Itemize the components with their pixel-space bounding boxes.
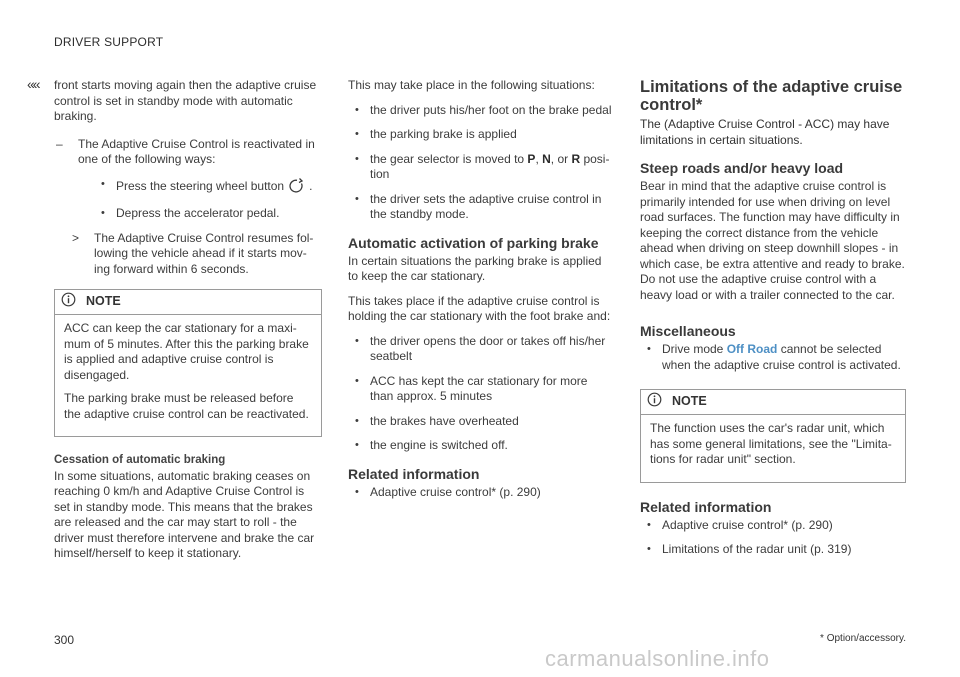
related-heading: Related information bbox=[640, 498, 772, 515]
situation-text: posi-tion bbox=[370, 151, 610, 181]
steep-heading: Steep roads and/or heavy load bbox=[640, 160, 844, 176]
related-link-text[interactable]: Limitations of the radar unit (p. 319) bbox=[662, 542, 852, 556]
related-link[interactable] bbox=[348, 485, 614, 501]
parking-item-text: the brakes have overheated bbox=[370, 413, 519, 428]
related-link[interactable] bbox=[640, 518, 906, 534]
bullet: • bbox=[101, 177, 105, 190]
situation-text: the driver sets the adaptive cruise control in the standby mode. bbox=[370, 191, 602, 221]
note-header bbox=[55, 290, 321, 315]
continued-marker: «« bbox=[27, 76, 39, 92]
bullet: • bbox=[101, 207, 105, 219]
info-circle-icon bbox=[647, 392, 662, 412]
list-item bbox=[348, 192, 614, 223]
situations-intro: This may take place in the following situations: bbox=[348, 78, 595, 92]
note-header bbox=[641, 390, 905, 415]
list-item bbox=[94, 206, 322, 222]
note-body bbox=[55, 315, 321, 436]
list-item bbox=[348, 152, 614, 183]
section-title: DRIVER SUPPORT bbox=[54, 35, 164, 49]
reactivation-ways bbox=[54, 177, 322, 222]
intro-paragraph: front starts moving again then the adaptive cruise control is set in standby mode with automatic braking. bbox=[54, 78, 317, 123]
list-item bbox=[348, 374, 614, 405]
parking-item-text: ACC has kept the car stationary for more than approx. 5 minutes bbox=[370, 373, 588, 403]
bullet: • bbox=[355, 103, 359, 116]
bullet: • bbox=[355, 414, 359, 427]
list-item bbox=[640, 342, 906, 373]
way-1-pre: Press the steering wheel button bbox=[116, 178, 285, 193]
dash-item-reactivated bbox=[54, 137, 322, 168]
bullet: • bbox=[647, 518, 651, 531]
related-link-text[interactable]: Adaptive cruise control* (p. 290) bbox=[370, 484, 541, 499]
bullet: • bbox=[355, 439, 359, 451]
situation-text: the parking brake is applied bbox=[370, 127, 517, 141]
list-item bbox=[348, 414, 614, 430]
parking-brake-heading: Automatic activation of parking brake bbox=[348, 234, 599, 251]
page-title: Limitations of the adaptive cruise control* bbox=[640, 78, 903, 114]
misc-text: Drive mode bbox=[662, 342, 727, 356]
page-number: 300 bbox=[54, 633, 75, 647]
drive-mode-name: Off Road bbox=[726, 342, 778, 356]
steering-wheel-resume-icon bbox=[287, 177, 305, 198]
separator: , bbox=[535, 151, 543, 166]
parking-item-text: the driver opens the door or takes off his/her seatbelt bbox=[370, 333, 606, 363]
column-2 bbox=[348, 78, 614, 509]
situation-text: the driver puts his/her foot on the brake pedal bbox=[370, 102, 612, 117]
bullet: • bbox=[647, 543, 651, 555]
gear-n: N bbox=[542, 151, 551, 166]
note-text: The parking brake must be released before the adaptive cruise control can be reactivated. bbox=[64, 391, 309, 421]
steep-text: Bear in mind that the adaptive cruise control is primarily intended for use when driving on level road surfaces. The function may have difficulty in keeping the correct distance from the vehicle ahead when driving on steep downhill slopes - in which case, be extra attentive and ready to brake. Do not use the adaptive cruise control with a heavy load or with a trailer connected to the car. bbox=[640, 179, 905, 302]
related-link[interactable] bbox=[640, 542, 906, 558]
cessation-text: In some situations, automatic braking ceases on reaching 0 km/h and Adaptive Cruise Control is set in standby mode. This means that the brakes are released and the car may start to roll - the driver must therefore intervene and brake the car himself/herself to keep it stationary. bbox=[54, 468, 315, 560]
note-label: NOTE bbox=[672, 394, 707, 409]
watermark: carmanualsonline.info bbox=[545, 646, 770, 671]
cessation-heading: Cessation of automatic braking bbox=[54, 454, 226, 466]
parking-text: This takes place if the adaptive cruise control is holding the car stationary with the foot brake and: bbox=[348, 293, 611, 323]
gear-p: P bbox=[527, 151, 536, 166]
column-3 bbox=[640, 78, 906, 567]
footnote: * Option/accessory. bbox=[820, 633, 906, 644]
dash-marker: – bbox=[56, 136, 63, 151]
related-heading: Related information bbox=[348, 465, 480, 482]
list-item bbox=[348, 127, 614, 143]
way-1-post: . bbox=[309, 178, 313, 193]
list-item bbox=[348, 438, 614, 454]
list-item bbox=[348, 103, 614, 119]
note-text: The function uses the car's radar unit, which has some general limitations, see the "Limita-tions for radar unit" section. bbox=[650, 421, 892, 466]
arrow-marker: > bbox=[72, 230, 80, 245]
bullet: • bbox=[355, 152, 359, 165]
list-item bbox=[348, 334, 614, 365]
situation-text: the gear selector is moved to bbox=[370, 151, 528, 166]
parking-text: In certain situations the parking brake is applied to keep the car stationary. bbox=[348, 253, 602, 283]
bullet: • bbox=[355, 374, 359, 387]
note-box bbox=[54, 289, 322, 437]
bullet: • bbox=[355, 485, 359, 498]
reactivated-text: The Adaptive Cruise Control is reactivated in one of the following ways: bbox=[78, 136, 315, 166]
bullet: • bbox=[647, 343, 651, 355]
resumes-text: The Adaptive Cruise Control resumes fol-lowing the vehicle ahead if it starts mov-ing forward within 6 seconds. bbox=[94, 230, 314, 276]
info-circle-icon bbox=[61, 292, 76, 312]
note-body bbox=[641, 415, 905, 482]
resumes-result bbox=[54, 231, 322, 278]
way-2-text: Depress the accelerator pedal. bbox=[116, 206, 280, 220]
parking-item-text: the engine is switched off. bbox=[370, 438, 508, 452]
list-item bbox=[94, 177, 322, 198]
title-intro: The (Adaptive Cruise Control - ACC) may have limitations in certain situations. bbox=[640, 117, 890, 147]
bullet: • bbox=[355, 192, 359, 205]
gear-r: R bbox=[571, 151, 581, 166]
note-box bbox=[640, 389, 906, 483]
misc-heading: Miscellaneous bbox=[640, 323, 736, 339]
bullet: • bbox=[355, 334, 359, 347]
related-link-text[interactable]: Adaptive cruise control* (p. 290) bbox=[662, 517, 833, 532]
note-label: NOTE bbox=[86, 294, 121, 309]
misc-text: cannot be selected when the adaptive cruise control is activated. bbox=[662, 342, 901, 372]
separator: , or bbox=[550, 151, 572, 166]
note-text: ACC can keep the car stationary for a maxi-mum of 5 minutes. After this the parking brake is applied and adaptive cruise control is disengaged. bbox=[64, 321, 309, 382]
column-1 bbox=[54, 78, 322, 571]
bullet: • bbox=[355, 128, 359, 140]
